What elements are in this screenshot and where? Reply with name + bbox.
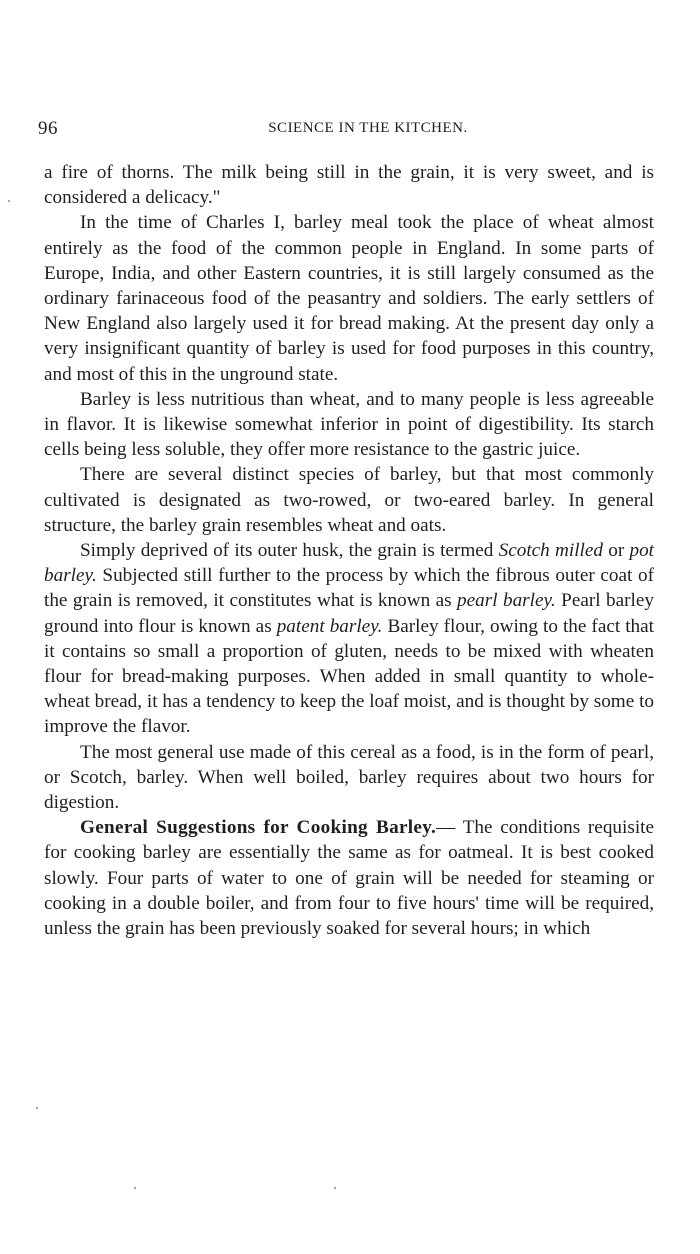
print-speck <box>334 1187 336 1189</box>
paragraph-general-use: The most general use made of this cereal as a food, is in the form of pearl, or Scotch, barley. When well boiled, barley requires about two hours for digestion. <box>44 741 654 814</box>
paragraph-barley-types <box>44 538 654 740</box>
page-number: 96 <box>38 118 58 139</box>
text-segment: — The conditions requisite for cooking barley are essentially the same as for oatmeal. It is best cooked slowly. Four parts of water to one of grain will be needed for steaming or cooking in a double boiler, and from four to five hours' time will be required, unless the grain has been previously soaked for several hours; in which <box>44 817 654 940</box>
print-speck <box>8 200 10 202</box>
text-segment: Pearl barley ground into flour is known as <box>44 590 654 637</box>
paragraph-charles-i: In the time of Charles I, barley meal took the place of wheat almost entirely as the food of the common people in England. In some parts of Europe, India, and other Eastern countries, it is still largely consumed as the ordinary farinaceous food of the peasantry and soldiers. The early settlers of New England also largely used it for bread making. At the present day only a very insignificant quantity of barley is used for food purposes in this country, and most of this in the unground state. <box>44 212 654 385</box>
term-patent-barley: patent barley. <box>276 615 383 637</box>
term-pot-barley: pot barley. <box>44 540 655 587</box>
text-segment: Barley flour, owing to the fact that it contains so small a proportion of gluten, needs to be mixed with wheaten flour for bread-making purposes. When added in small quantity to whole-wheat bread, it has a tendency to keep the loaf moist, and is thought by some to improve the flavor. <box>44 615 654 738</box>
text-segment: or <box>602 540 630 562</box>
paragraph-nutrition: Barley is less nutritious than wheat, and to many people is less agreeable in flavor. It is likewise somewhat inferior in point of digestibility. Its starch cells being less soluble, they offer more resistance to the gastric juice. <box>44 388 654 461</box>
running-head <box>38 118 658 142</box>
print-speck <box>134 1187 136 1189</box>
term-scotch-milled: Scotch milled <box>498 540 603 562</box>
term-pearl-barley: pearl barley. <box>457 590 556 612</box>
text-segment: Simply deprived of its outer husk, the grain is termed <box>80 540 499 562</box>
paragraph-cooking-suggestions <box>44 815 654 941</box>
text-segment: Subjected still further to the process by which the fibrous outer coat of the grain is removed, it constitutes what is known as <box>44 565 654 612</box>
body-text <box>44 160 654 941</box>
running-title: SCIENCE IN THE KITCHEN. <box>268 120 468 136</box>
section-heading: General Suggestions for Cooking Barley. <box>80 817 437 839</box>
print-speck <box>36 1107 38 1109</box>
paragraph-species: There are several distinct species of barley, but that most commonly cultivated is designated as two-rowed, or two-eared barley. In general structure, the barley grain resembles wheat and oats. <box>44 464 654 536</box>
paragraph-continued: a fire of thorns. The milk being still in the grain, it is very sweet, and is considered a delicacy." <box>44 162 654 209</box>
